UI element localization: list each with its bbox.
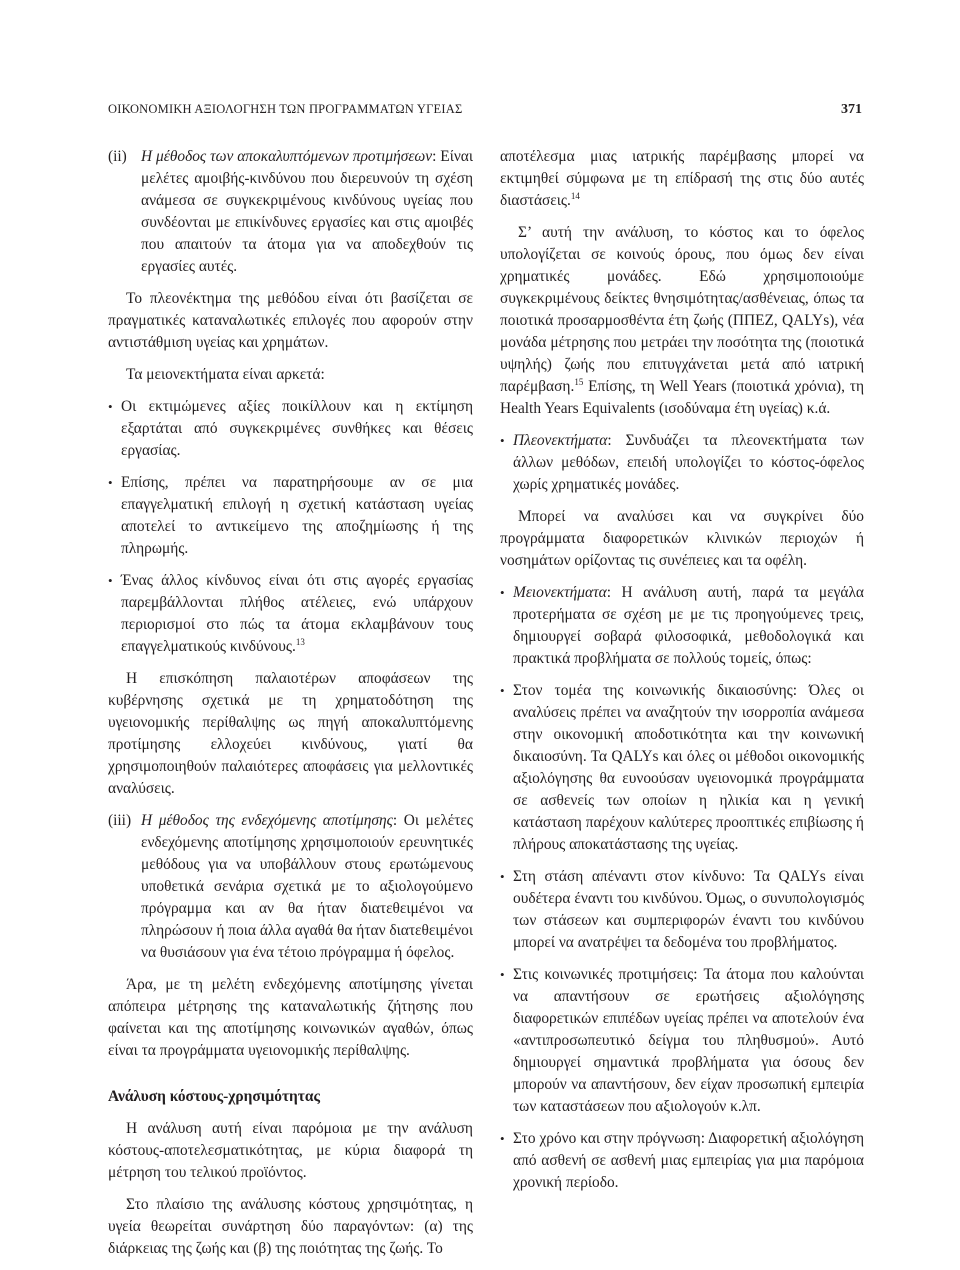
item-number: (iii) [108, 812, 132, 829]
footnote-ref: 13 [295, 636, 305, 647]
paragraph-cua-2: Στο πλαίσιο της ανάλυσης κόστους χρησιμότητας, η υγεία θεωρείται συνάρτηση δύο παραγόντων: (α) της διάρκειας της ζωής και (β) της ποιότητας της ζωής. Το [108, 1196, 473, 1257]
advantages-body: : Συνδυάζει τα πλεονεκτήματα των άλλων μεθόδων, επειδή υπολογίζει το κόστος-όφελος χωρίς χρηματικές μονάδες. [513, 432, 864, 493]
advantages-title: Πλεονεκτήματα [513, 432, 608, 449]
disadvantages-body: : Η ανάλυση αυτή, παρά τα μεγάλα προτερήματα σε σχέση με με τις προηγούμενες τρεις, δημιουργεί σοβαρά φιλοσοφικά, μεθοδολογικά και πρακτικά προβλήματα σε πολλούς τομείς, όπως: [513, 584, 864, 667]
method-iii-body: : Οι μελέτες ενδεχόμενης αποτίμησης χρησιμοποιούν ερευνητικές μεθόδους για να υποβάλλουν στους ερωτώμενους υποθετικά σενάρια σχετικά με το αξιολογούμενο πρόγραμμα και αν θα ήταν διατεθειμένοι να πληρώσουν ή ποια άλλα αγαθά θα ήταν διατεθειμένοι να θυσιάσουν για ένα τέτοιο πρόγραμμα ή όφελος. [141, 812, 473, 961]
disadvantages-item [500, 582, 864, 670]
section-heading: Ανάλυση κόστους-χρησιμότητας [108, 1088, 320, 1105]
running-head: ΟΙΚΟΝΟΜΙΚΗ ΑΞΙΟΛΟΓΗΣΗ ΤΩΝ ΠΡΟΓΡΑΜΜΑΤΩΝ ΥΓΕΙΑΣ [108, 102, 463, 116]
disadvantages-title: Μειονεκτήματα [513, 584, 607, 601]
footnote-ref: 15 [574, 376, 584, 387]
paragraph-disadvantages: Τα μειονεκτήματα είναι αρκετά: [126, 366, 325, 383]
analysis-text-b: Επίσης, τη Well Years (ποιοτικά χρόνια), τη Health Years Equivalents (ισοδύναμα έτη υγείας) κ.ά. [500, 378, 864, 417]
page-number: 371 [841, 102, 862, 117]
paragraph-review: Η επισκόπηση παλαιοτέρων αποφάσεων της κυβέρνησης σχετικά με τη χρηματοδότηση της υγειονομικής περίθαλψης ως πηγή αποκαλυπτόμενης προτίμησης ελλοχεύει κινδύνους, γιατί θα χρησιμοποιηθούν παλαιότερες αποφάσεις για μελλοντικές αναλύσεις. [108, 670, 473, 797]
paragraph-continuation [500, 146, 864, 212]
list-item-text: Ένας άλλος κίνδυνος είναι ότι στις αγορές εργασίας παρεμβάλλονται πλήθος ατέλειες, ενώ υπάρχουν περιορισμοί στο πώς τα άτομα εκλαμβάνουν τους επαγγελματικούς κινδύνους. [121, 572, 473, 655]
footnote-ref: 14 [570, 190, 580, 201]
continuation-text: αποτέλεσμα μιας ιατρικής παρέμβασης μπορεί να εκτιμηθεί σύμφωνα με τη επίδρασή της στις δύο αυτές διαστάσεις. [500, 148, 864, 209]
list-item: • Στη στάση απέναντι στον κίνδυνο: Τα QALYs είναι ουδέτερα έναντι του κινδύνου. Όμως, ο συνυπολογισμός των στάσεων και συμπεριφορών έναντι του κινδύνου μπορεί να ανατρέψει τα δεδομένα του προβλήματος. [500, 866, 864, 954]
method-ii-title: Η μέθοδος των αποκαλυπτόμενων προτιμήσεων [141, 148, 433, 165]
left-column [108, 146, 473, 1270]
paragraph-compare: Μπορεί να αναλύσει και να συγκρίνει δύο προγράμματα διαφορετικών κλινικών περιοχών ή νοσημάτων ορίζοντας τις συνέπειες και τα οφέλη. [500, 508, 864, 569]
method-iii-item [108, 810, 473, 964]
list-item: • Στις κοινωνικές προτιμήσεις: Τα άτομα που καλούνται να απαντήσουν σε ερωτήσεις αξιολόγησης διαφορετικών επιπέδων υγείας πρέπει να αποτελούν ένα «αντιπροσωπευτικό δείγμα του πληθυσμού». Αυτό δημιουργεί σημαντικά προβλήματα για όσους δεν μπορούν να απαντήσουν, δεν είχαν προσωπική εμπειρία των καταστάσεων που αξιολογούν κ.λπ. [500, 964, 864, 1118]
list-item: • Στο χρόνο και στην πρόγνωση: Διαφορετική αξιολόγηση από ασθενή σε ασθενή μιας εμπειρίας για μια παρόμοια χρονική περίοδο. [500, 1128, 864, 1194]
paragraph-cua-1: Η ανάλυση αυτή είναι παρόμοια με την ανάλυση κόστους-αποτελεσματικότητας, με κύρια διαφορά τη μέτρηση του τελικού προϊόντος. [108, 1120, 473, 1181]
method-ii-item [108, 146, 473, 278]
method-iii-title: Η μέθοδος της ενδεχόμενης αποτίμησης [141, 812, 393, 829]
advantages-item [500, 430, 864, 496]
paragraph-thus: Άρα, με τη μελέτη ενδεχόμενης αποτίμησης γίνεται απόπειρα μέτρησης της καταναλωτικής ζήτησης που φαίνεται και της αποτίμησης κοινωνικών αγαθών, όπως είναι τα προγράμματα υγειονομικής περίθαλψης. [108, 976, 473, 1059]
list-item [108, 570, 473, 658]
paragraph-analysis [500, 222, 864, 420]
paragraph-advantage: Το πλεονέκτημα της μεθόδου είναι ότι βασίζεται σε πραγματικές καταναλωτικές επιλογές που αφορούν στην αντιστάθμιση υγείας και χρημάτων. [108, 290, 473, 351]
analysis-text-a: Σ’ αυτή την ανάλυση, το κόστος και το όφελος υπολογίζεται σε κοινούς όρους, που όμως δεν είναι χρηματικές μονάδες. Εδώ χρησιμοποιούμε συγκεκριμένους δείκτες θνησιμότητας/ασθένειας, όπως τα ποιοτικά προσαρμοσθέντα έτη ζωής (ΠΠΕΖ, QALYs), νέα μονάδα μέτρησης που μετράει την ποσότητα της (ποιοτικά υψηλής) ζωής που επιτυγχάνεται μετά από ιατρική παρέμβαση. [500, 224, 864, 395]
method-ii-body: : Είναι μελέτες αμοιβής-κινδύνου που διερευνούν τη σχέση ανάμεσα σε συγκεκριμένους κινδύνους υγείας που συνδέονται με επικίνδυνες εργασίες και στις αμοιβές που απαιτούν τα άτομα για να αποδεχθούν τις εργασίες αυτές. [141, 148, 473, 275]
item-number: (ii) [108, 148, 127, 165]
list-item: • Οι εκτιμώμενες αξίες ποικίλλουν και η εκτίμηση εξαρτάται από συγκεκριμένες συνθήκες και θέσεις εργασίας. [108, 396, 473, 462]
list-item: • Στον τομέα της κοινωνικής δικαιοσύνης: Όλες οι αναλύσεις πρέπει να αναζητούν την ισορροπία ανάμεσα στην οικονομική αποδοτικότητα και την κοινωνική δικαιοσύνη. Τα QALYs και όλες οι μέθοδοι οικονομικής αξιολόγησης θα ευνοούσαν υγειονομικά προγράμματα σε ασθενείς των οποίων η ηλικία και η γενική κατάσταση παρέχουν καλύτερες προοπτικές επιβίωσης ή πλήρους αποκατάστασης της υγείας. [500, 680, 864, 856]
list-item: • Επίσης, πρέπει να παρατηρήσουμε αν σε μια επαγγελματική επιλογή η σχετική κατάσταση υγείας αποτελεί το αντικείμενο της αποζημίωσης ή της πληρωμής. [108, 472, 473, 560]
right-column [500, 146, 864, 1204]
page-header [108, 102, 862, 124]
